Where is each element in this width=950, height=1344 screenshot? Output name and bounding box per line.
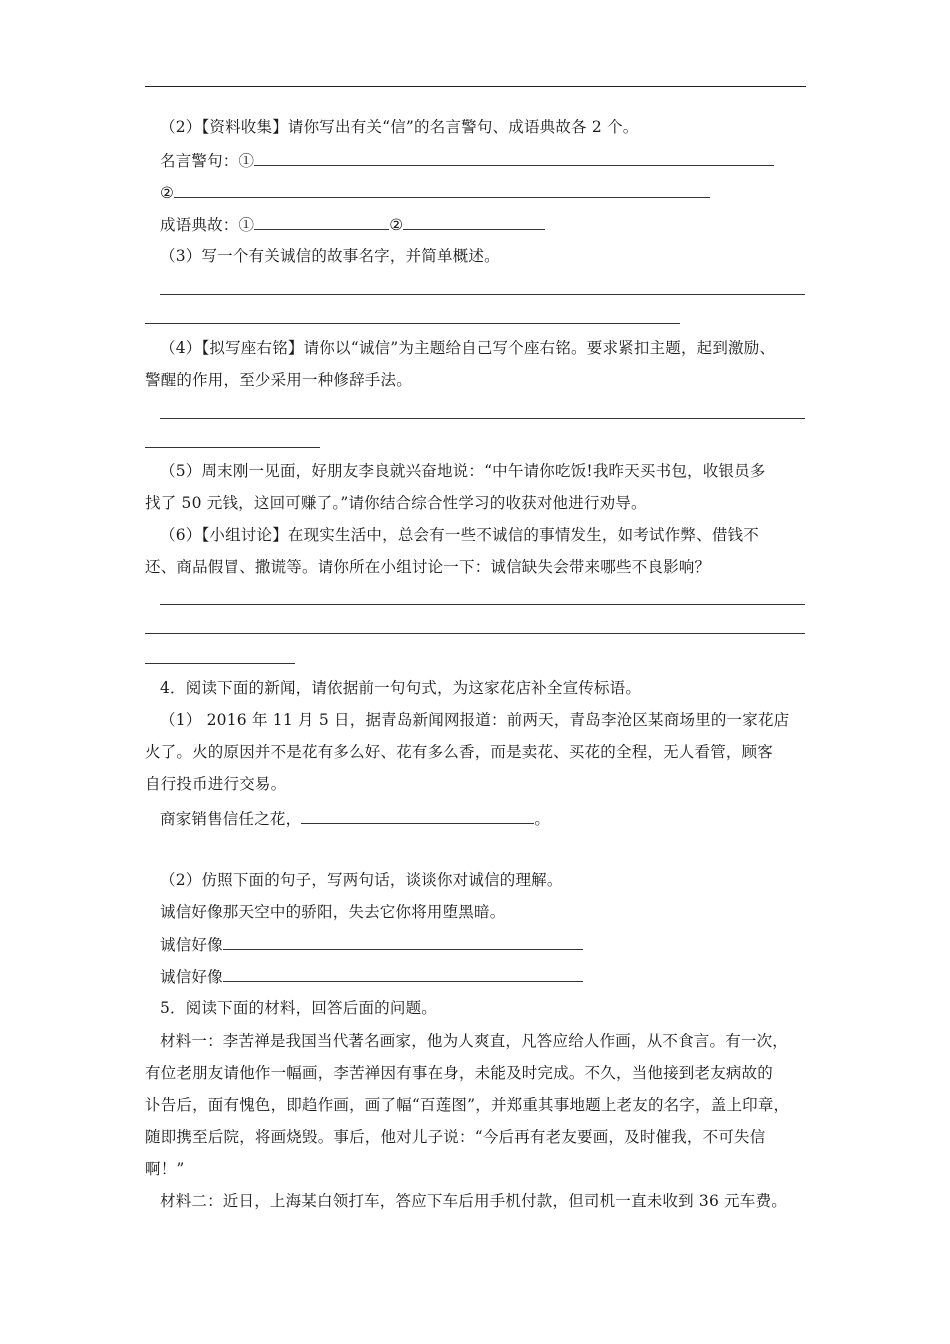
- material1-line-3: 讣告后，面有愧色，即趋作画，画了幅“百莲图”，并郑重其事地题上老友的名字，盖上印章，: [145, 1096, 790, 1114]
- material1-line-5: 啊！”: [145, 1160, 185, 1178]
- header-rule: [145, 86, 806, 87]
- write-blank-2[interactable]: [223, 966, 583, 982]
- item4-p1-line-1: （1） 2016 年 11 月 5 日，据青岛新闻网报道：前两天，青岛李沧区某商场里的一家花店: [160, 711, 790, 729]
- q6-answer-line-1[interactable]: [160, 604, 805, 605]
- write-row-1: [145, 934, 821, 955]
- quote-second-label: ②: [160, 184, 175, 202]
- write-row-2: [145, 966, 821, 987]
- q4-answer-line-2[interactable]: [145, 447, 320, 448]
- q6-answer-line-3[interactable]: [145, 663, 295, 664]
- idiom-blank-2[interactable]: [403, 214, 545, 230]
- material1-line-1: 材料一：李苦禅是我国当代著名画家，他为人爽直，凡答应给人作画，从不食言。有一次，: [160, 1032, 789, 1050]
- write-blank-1[interactable]: [223, 934, 583, 950]
- q4-answer-line-1[interactable]: [160, 418, 805, 419]
- material2-line-1: 材料二：近日，上海某白领打车，答应下车后用手机付款，但司机一直未收到 36 元车费。: [160, 1192, 787, 1210]
- write-label-1: 诚信好像: [160, 936, 223, 954]
- material1-line-2: 有位老朋友请他作一幅画，李苦禅因有事在身，未能及时完成。不久，当他接到老友病故的: [145, 1064, 774, 1082]
- quote-row-1: [145, 150, 821, 171]
- item4-p1-line-2: 火了。火的原因并不是花有多么好、花有多么香，而是卖花、买花的全程，无人看管，顾客: [145, 743, 774, 761]
- idiom-row: [145, 214, 821, 235]
- item4-p2-prompt: （2）仿照下面的句子，写两句话，谈谈你对诚信的理解。: [160, 871, 563, 889]
- q5-line-1: （5）周末刚一见面，好朋友李良就兴奋地说：“中午请你吃饭!我昨天买书包，收银员多: [160, 462, 766, 480]
- q6-line-1: （6）【小组讨论】在现实生活中，总会有一些不诚信的事情发生，如考试作弊、借钱不: [160, 526, 759, 544]
- material1-line-4: 随即携至后院，将画烧毁。事后，他对儿子说：“今后再有老友要画，及时催我，不可失信: [145, 1128, 766, 1146]
- q4-line-2: 警醒的作用，至少采用一种修辞手法。: [145, 371, 412, 389]
- idiom-label: 成语典故：①: [160, 216, 255, 234]
- idiom-second-label: ②: [389, 216, 404, 234]
- q2-prompt: （2）【资料收集】请你写出有关“信”的名言警句、成语典故各 2 个。: [160, 118, 639, 136]
- q6-line-2: 还、商品假冒、撒谎等。请你所在小组讨论一下：诚信缺失会带来哪些不良影响？: [145, 558, 711, 576]
- quote-row-2: [145, 182, 821, 203]
- q3-answer-line-1[interactable]: [160, 294, 805, 295]
- quote-blank-2[interactable]: [174, 182, 710, 198]
- q6-answer-line-2[interactable]: [145, 633, 805, 634]
- slogan-prefix: 商家销售信任之花，: [160, 810, 302, 828]
- quote-blank-1[interactable]: [254, 150, 774, 166]
- q5-line-2: 找了 50 元钱，这回可赚了。”请你结合综合性学习的收获对他进行劝导。: [145, 494, 647, 512]
- slogan-blank[interactable]: [301, 808, 534, 824]
- item5-title: 5．阅读下面的材料，回答后面的问题。: [160, 999, 437, 1017]
- q3-prompt: （3）写一个有关诚信的故事名字，并简单概述。: [160, 247, 500, 265]
- idiom-blank-1[interactable]: [254, 214, 389, 230]
- q3-answer-line-2[interactable]: [145, 323, 680, 324]
- write-label-2: 诚信好像: [160, 968, 223, 986]
- item4-title: 4．阅读下面的新闻，请依据前一句句式，为这家花店补全宣传标语。: [160, 679, 642, 697]
- item4-example: 诚信好像那天空中的骄阳，失去它你将用堕黑暗。: [160, 903, 506, 921]
- slogan-suffix: 。: [534, 810, 551, 828]
- item4-p1-line-3: 自行投币进行交易。: [145, 775, 287, 793]
- quote-label: 名言警句：①: [160, 152, 255, 170]
- q4-line-1: （4）【拟写座右铭】请你以“诚信”为主题给自己写个座右铭。要求紧扣主题，起到激励、: [160, 339, 776, 357]
- slogan-row: [145, 808, 821, 829]
